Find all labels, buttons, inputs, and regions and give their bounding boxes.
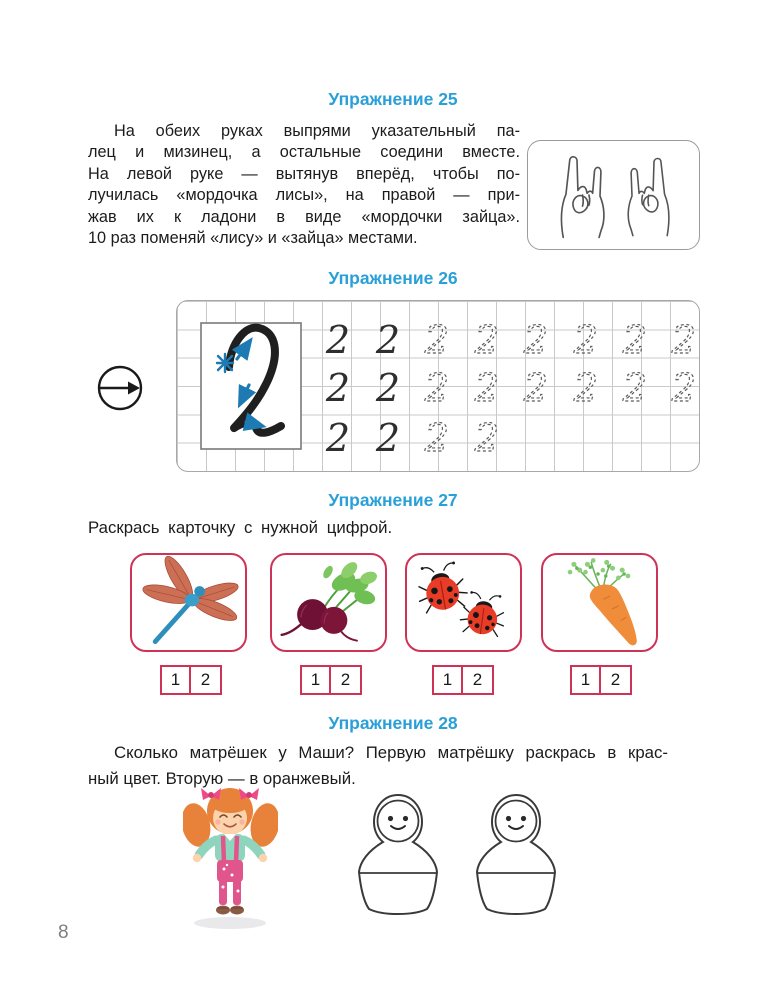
start-star-icon — [217, 354, 233, 372]
trace-digit: 2 — [474, 366, 500, 410]
hands-drawing-icon — [528, 141, 701, 251]
dragonfly-illustration — [132, 555, 245, 650]
answer-box — [300, 665, 362, 695]
answer-box — [570, 665, 632, 695]
trace-digit: 2 — [523, 318, 549, 362]
trace-digit: 2 — [573, 366, 599, 410]
answer-cell-1: 1 — [162, 667, 191, 693]
text-line: На левой руке — вытянув вперёд, чтобы по- — [88, 164, 520, 183]
exercise-27-heading: Упражнение 27 — [328, 490, 458, 510]
answer-cell-2: 2 — [472, 670, 483, 689]
trace-digit: 2 — [424, 416, 450, 460]
answer-cell-2: 2 — [610, 670, 621, 689]
circle-arrow-icon — [95, 363, 145, 413]
answer-cell-2: 2 — [200, 670, 211, 689]
text-line: жав их к ладони в виде «мордочки зайца». — [88, 207, 520, 226]
trace-digit: 2 — [573, 318, 599, 362]
girl-illustration — [183, 783, 278, 933]
solid-digit: 2 — [325, 416, 351, 460]
answer-cell-1: 1 — [572, 667, 601, 693]
answer-cell-2: 2 — [340, 670, 351, 689]
answer-box — [432, 665, 494, 695]
matryoshka-outline-1 — [354, 792, 442, 920]
card-beets — [270, 553, 387, 652]
solid-digit: 2 — [375, 366, 401, 410]
exercise-25-heading: Упражнение 25 — [328, 89, 458, 109]
handwriting-practice-grid — [176, 300, 700, 472]
trace-digit: 2 — [671, 366, 697, 410]
trace-digit: 2 — [424, 366, 450, 410]
solid-digit: 2 — [325, 318, 351, 362]
solid-digit: 2 — [375, 318, 401, 362]
trace-digit: 2 — [474, 318, 500, 362]
trace-digit: 2 — [671, 318, 697, 362]
solid-digit: 2 — [375, 416, 401, 460]
beets-illustration — [272, 555, 385, 650]
exercise-27-instruction: Раскрась карточку с нужной цифрой. — [88, 518, 393, 537]
exercise-28-text — [88, 740, 668, 792]
text-line: 10 раз поменяй «лису» и «зайца» местами. — [88, 229, 418, 248]
trace-digit: 2 — [622, 366, 648, 410]
exercise-26-heading: Упражнение 26 — [328, 268, 458, 288]
matryoshka-outline-2 — [472, 792, 560, 920]
text-line: ный цвет. Вторую — в оранжевый. — [88, 769, 356, 788]
trace-digit: 2 — [474, 416, 500, 460]
trace-digit: 2 — [622, 318, 648, 362]
trace-digit: 2 — [424, 318, 450, 362]
text-line: лец и мизинец, а остальные соедини вместе. — [88, 143, 520, 162]
text-line: На обеих руках выпрями указательный па- — [114, 122, 520, 140]
card-dragonfly — [130, 553, 247, 652]
exercise-28-heading: Упражнение 28 — [328, 713, 458, 733]
answer-cell-1: 1 — [302, 667, 331, 693]
carrot-illustration — [543, 555, 656, 650]
solid-digit: 2 — [325, 366, 351, 410]
ladybugs-illustration — [407, 555, 520, 650]
answer-box — [160, 665, 222, 695]
hands-gesture-illustration — [527, 140, 700, 250]
text-line: Сколько матрёшек у Маши? Первую матрёшку раскрась в крас- — [114, 743, 668, 762]
card-ladybugs — [405, 553, 522, 652]
trace-digit: 2 — [523, 366, 549, 410]
card-carrot — [541, 553, 658, 652]
exercise-25-text — [88, 121, 520, 249]
answer-cell-1: 1 — [434, 667, 463, 693]
page-number: 8 — [58, 922, 69, 943]
text-line: лучилась «мордочка лисы», на правой — при- — [88, 186, 520, 205]
